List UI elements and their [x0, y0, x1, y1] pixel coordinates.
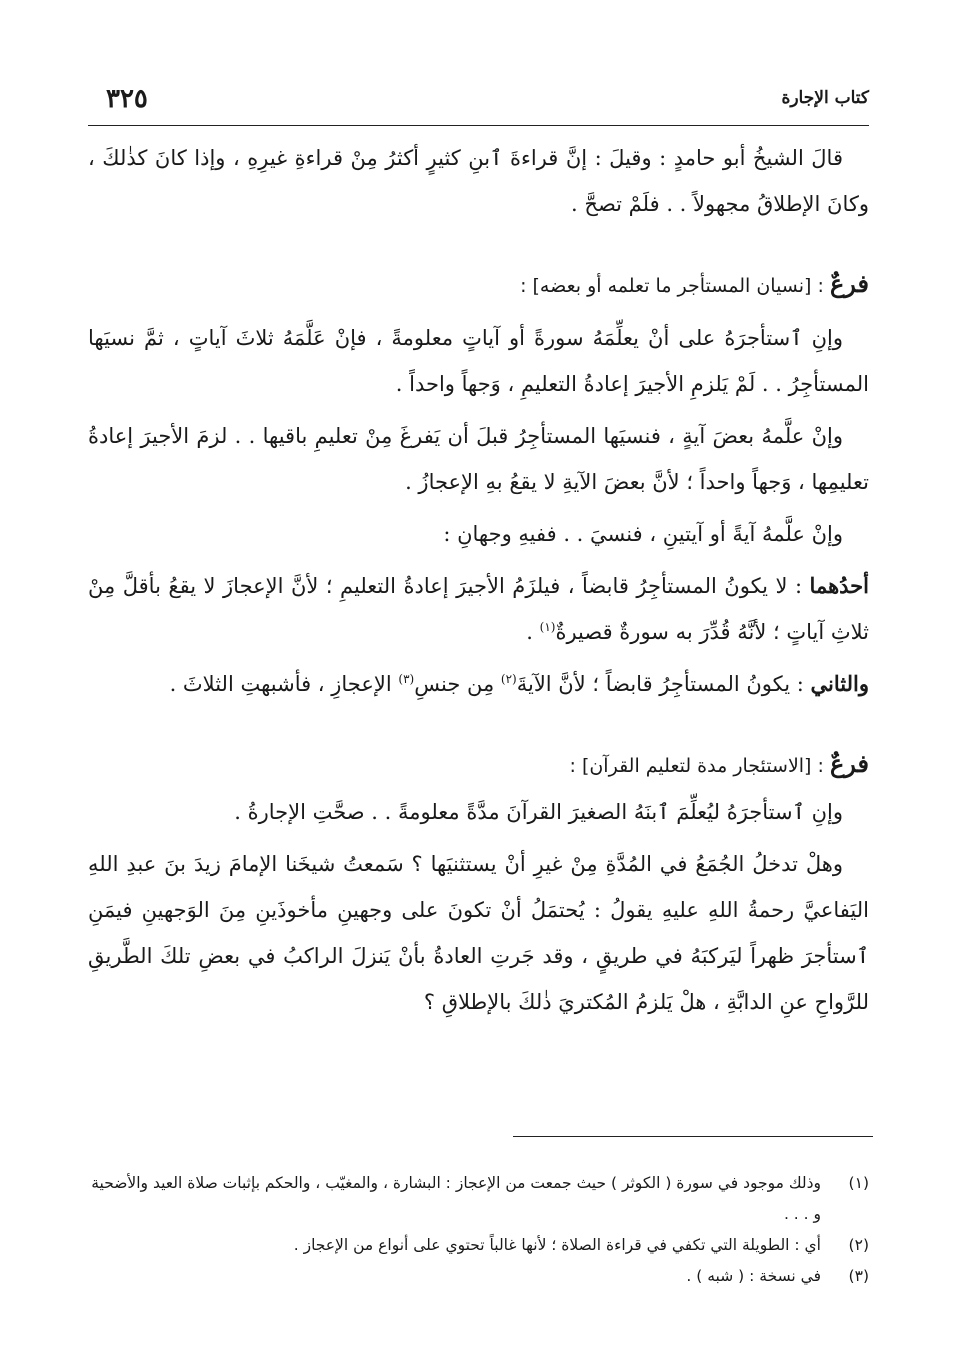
paragraph-1: قالَ الشيخُ أبو حامدٍ : وقيلَ : إنَّ قراءةَ ٱبنِ كثيرٍ أكثرُ مِنْ قراءةِ غيرِهِ ، وإذا كانَ كذٰلكَ ، وكانَ الإطلاقُ مجهولاً . . فلَمْ تصحَّ .	[88, 146, 869, 216]
header-divider	[88, 125, 869, 126]
branch-title: : [نسيان المستأجر ما تعلمه أو بعضه] :	[520, 275, 830, 297]
branch-label: فرعٌ	[829, 749, 869, 778]
paragraph-5	[88, 563, 869, 655]
footnote-item	[88, 1230, 869, 1261]
paragraph-4: وإنْ علَّمهُ آيةً أو آيتينِ ، فنسيَ . . ففيهِ وجهانِ :	[443, 522, 843, 546]
paragraph-7: وإنِ ٱستأجرَهُ ليُعلِّمَ ٱبنَهُ الصغيرَ القرآنَ مدَّةً معلومةً . . صحَّتِ الإجارةُ .	[234, 800, 843, 824]
first-view-label: أحدُهما	[809, 573, 869, 598]
first-view-text: : لا يكونُ المستأجِرُ قابضاً ، فيلزَمُ الأجيرَ إعادةُ التعليمِ ؛ لأنَّ الإعجازَ لا يقعُ بأقلَّ مِنْ ثلاثِ آياتٍ ؛ لأنَّهُ قُدِّرَ به سورةٌ قصيرةٌ	[88, 574, 869, 644]
paragraph-2: وإنِ ٱستأجرَهُ على أنْ يعلِّمَهُ سورةً أو آياتٍ معلومةً ، فإنْ عَلَّمَهُ ثلاثَ آياتٍ ، ثمَّ نسيَها المستأجِرُ . . لَمْ يَلزمِ الأجيرَ إعادةُ التعليمِ ، وَجهاً واحداً .	[88, 326, 869, 396]
footnote-number: (١)	[848, 1174, 869, 1192]
second-view-text-b: مِن جنسِ	[414, 672, 501, 696]
branch-heading-1	[88, 261, 869, 309]
footnote-ref-3[interactable]: (٣)	[398, 672, 415, 686]
paragraph-3: وإنْ علَّمهُ بعضَ آيةٍ ، فنسيَها المستأجِرُ قبلَ أن يَفرغَ مِنْ تعليمِ باقيها . . لزمَ الأجيرَ إعادةُ تعليمِها ، وَجهاً واحداً ؛ لأنَّ بعضَ الآيةِ لا يقعُ بهِ الإعجازُ .	[88, 424, 869, 494]
paragraph-6	[88, 661, 869, 707]
footnote-text: وذلك موجود في سورة ( الكوثر ) حيث جمعت من الإعجاز : البشارة ، والمغيّب ، والحكم بإثبات صلاة العيد والأضحية و . . .	[91, 1174, 821, 1223]
first-view-end: .	[526, 620, 540, 644]
branch-title: : [الاستئجار مدة لتعليم القرآن] :	[569, 755, 830, 777]
footnote-divider	[513, 1136, 873, 1137]
main-text	[88, 135, 869, 1025]
second-view-text-a: : يكونُ المستأجِرُ قابضاً ؛ لأنَّ الآيةَ	[516, 672, 811, 696]
branch-heading-2	[88, 741, 869, 789]
footnote-text: في نسخة : ( شبه ) .	[686, 1267, 821, 1285]
paragraph-8: وهلْ تدخلُ الجُمَعُ في المُدَّةِ مِنْ غيرِ أنْ يستثنيَها ؟ سَمعتُ شيخَنا الإمامَ زيدَ بنَ عبدِ اللهِ اليَفاعيَّ رحمةُ اللهِ عليهِ يقولُ : يُحتمَلُ أنْ تكونَ على وجهينِ مأخوذَينِ مِنَ الوَجهينِ فيمَنِ ٱستأجرَ ظهراً ليَركبَهُ في طريقٍ ، وقد جَرتِ العادةُ بأنْ يَنزلَ الراكبُ في بعضِ تلكَ الطَّريقِ للرَّواحِ عنِ الدابَّةِ ، هلْ يَلزمُ المُكتريَ ذٰلكَ بالإطلاقِ ؟	[88, 852, 869, 1014]
second-view-label: والثاني	[810, 671, 869, 696]
footnotes	[88, 1168, 869, 1292]
footnote-ref-2[interactable]: (٢)	[500, 672, 517, 686]
footnote-item	[88, 1168, 869, 1230]
running-title: كتاب الإجارة	[781, 88, 869, 108]
footnote-number: (٣)	[848, 1267, 869, 1285]
footnote-number: (٢)	[848, 1236, 869, 1254]
footnote-ref-1[interactable]: (١)	[539, 620, 556, 634]
page-number: ٣٢٥	[106, 84, 148, 114]
footnote-item	[88, 1261, 869, 1292]
second-view-text-c: الإعجازِ ، فأشبهتِ الثلاثَ .	[169, 672, 399, 696]
footnote-text: أي : الطويلة التي تكفي في قراءة الصلاة ؛ لأنها غالباً تحتوي على أنواع من الإعجاز .	[293, 1236, 821, 1254]
branch-label: فرعٌ	[829, 269, 869, 298]
page-header	[88, 84, 869, 120]
